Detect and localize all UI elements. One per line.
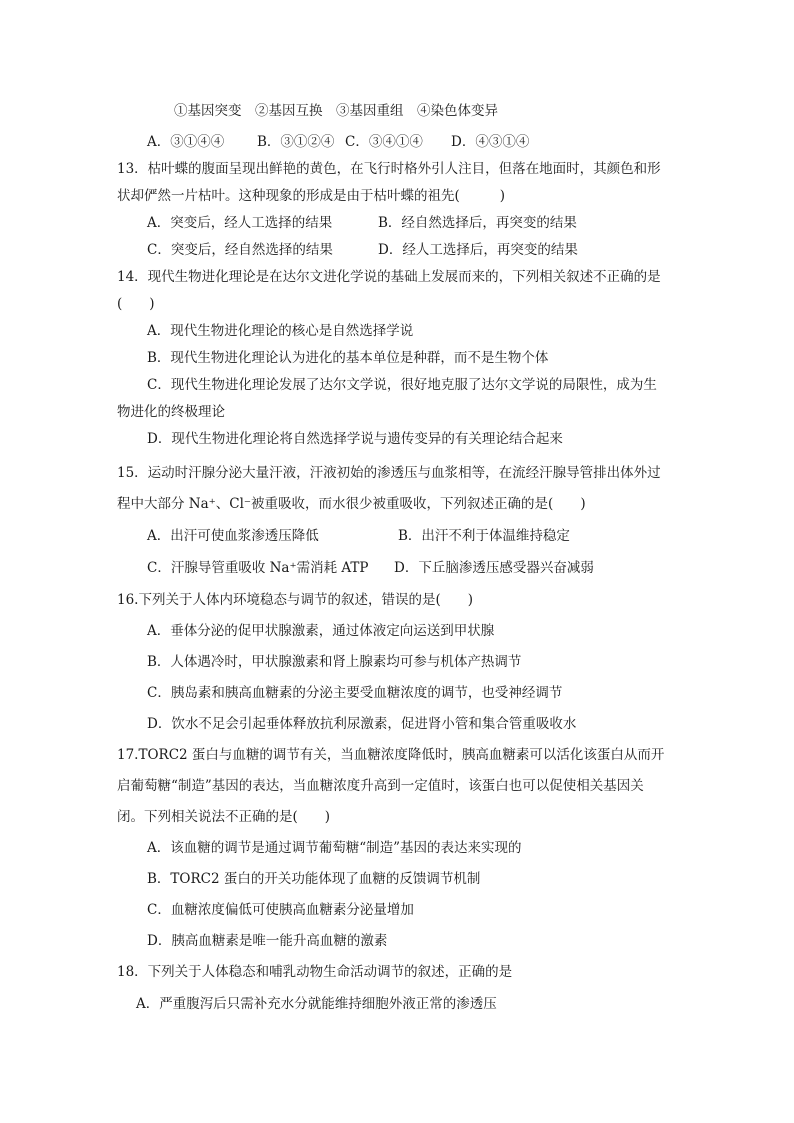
q12-items: ①基因突变 ②基因互换 ③基因重组 ④染色体变异 xyxy=(174,103,498,119)
q12-option-b: B．③①②④ xyxy=(257,134,335,150)
q17-stem-line1: 17.TORC2 蛋白与血糖的调节有关，当血糖浓度降低时，胰高血糖素可以活化该蛋白从而开 xyxy=(117,747,665,763)
q14-option-a: A．现代生物进化理论的核心是自然选择学说 xyxy=(147,323,414,339)
q17-stem-line3: 闭。下列相关说法不正确的是( ) xyxy=(117,809,331,825)
q14-option-c-line2: 物进化的终极理论 xyxy=(117,404,225,420)
q12-options xyxy=(147,132,529,152)
q16-option-a: A．垂体分泌的促甲状腺激素，通过体液定向运送到甲状腺 xyxy=(147,623,495,639)
q13-stem-text: 状却俨然一片枯叶。这种现象的形成是由于枯叶蝶的祖先( xyxy=(117,188,460,204)
q13-options-ab xyxy=(147,213,577,233)
q16-stem: 16.下列关于人体内环境稳态与调节的叙述，错误的是( ) xyxy=(117,592,474,608)
q13-paren-close: ) xyxy=(499,188,506,204)
q13-option-d: D．经人工选择后，再突变的结果 xyxy=(378,242,578,258)
q15-options-cd xyxy=(147,558,594,578)
q16-option-b: B．人体遇冷时，甲状腺激素和肾上腺素均可参与机体产热调节 xyxy=(147,654,522,670)
q14-stem-line2: ( ) xyxy=(117,296,155,312)
q17-option-c: C．血糖浓度偏低可使胰高血糖素分泌量增加 xyxy=(147,902,414,918)
q17-stem-line2: 启葡萄糖“制造”基因的表达，当血糖浓度升高到一定值时，该蛋白也可以促使相关基因关 xyxy=(117,778,644,794)
q14-option-c-line1: C．现代生物进化理论发展了达尔文学说，很好地克服了达尔文学说的局限性，成为生 xyxy=(147,377,657,393)
q18-stem: 18．下列关于人体稳态和哺乳动物生命活动调节的叙述，正确的是 xyxy=(117,964,513,980)
q13-option-a: A．突变后，经人工选择的结果 xyxy=(147,215,333,231)
q15-option-d: D．下丘脑渗透压感受器兴奋减弱 xyxy=(394,560,594,576)
q13-options-cd xyxy=(147,240,578,260)
q13-stem-line1: 13．枯叶蝶的腹面呈现出鲜艳的黄色，在飞行时格外引人注目，但落在地面时，其颜色和形 xyxy=(117,161,661,177)
q12-option-a: A．③①④④ xyxy=(147,134,225,150)
q15-options-ab xyxy=(147,526,570,546)
q17-option-a: A．该血糖的调节是通过调节葡萄糖“制造”基因的表达来实现的 xyxy=(147,840,522,856)
q15-stem-line2: 程中大部分 Na⁺、Cl⁻被重吸收，而水很少被重吸收，下列叙述正确的是( ) xyxy=(117,496,586,512)
q14-option-b: B．现代生物进化理论认为进化的基本单位是种群，而不是生物个体 xyxy=(147,350,549,366)
q14-stem-line1: 14．现代生物进化理论是在达尔文进化学说的基础上发展而来的，下列相关叙述不正确的是 xyxy=(117,269,661,285)
q15-stem-line1: 15．运动时汗腺分泌大量汗液，汗液初始的渗透压与血浆相等，在流经汗腺导管排出体外过 xyxy=(117,465,661,481)
q17-option-b: B．TORC2 蛋白的开关功能体现了血糖的反馈调节机制 xyxy=(147,871,481,887)
q13-stem-line2 xyxy=(117,186,505,206)
q15-option-b: B．出汗不利于体温维持稳定 xyxy=(398,528,570,544)
q12-option-c: C．③④①④ xyxy=(345,134,423,150)
q14-option-d: D．现代生物进化理论将自然选择学说与遗传变异的有关理论结合起来 xyxy=(147,431,563,447)
q15-option-a: A．出汗可使血浆渗透压降低 xyxy=(147,528,319,544)
q12-option-d: D．④③①④ xyxy=(451,134,530,150)
q16-option-d: D．饮水不足会引起垂体释放抗利尿激素，促进肾小管和集合管重吸收水 xyxy=(147,716,577,732)
q13-option-c: C．突变后，经自然选择的结果 xyxy=(147,242,333,258)
q13-option-b: B．经自然选择后，再突变的结果 xyxy=(378,215,577,231)
q18-option-a: A．严重腹泻后只需补充水分就能维持细胞外液正常的渗透压 xyxy=(136,996,497,1012)
q17-option-d: D．胰高血糖素是唯一能升高血糖的激素 xyxy=(147,933,388,949)
q16-option-c: C．胰岛素和胰高血糖素的分泌主要受血糖浓度的调节，也受神经调节 xyxy=(147,685,563,701)
q15-option-c: C．汗腺导管重吸收 Na⁺需消耗 ATP xyxy=(147,560,369,576)
